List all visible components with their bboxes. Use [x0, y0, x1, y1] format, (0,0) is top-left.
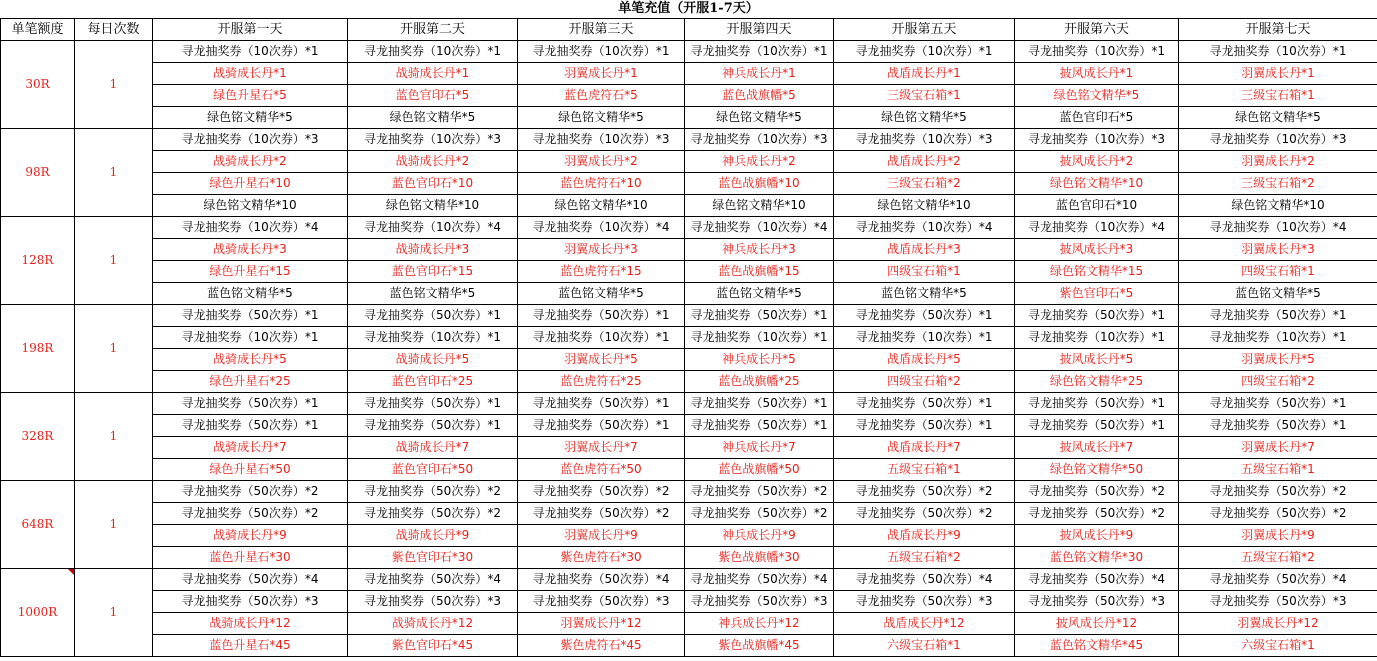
reward-cell[interactable]: 披风成长丹*3	[1015, 239, 1179, 261]
reward-cell[interactable]: 披风成长丹*12	[1015, 613, 1179, 635]
table-row	[1, 481, 1377, 503]
reward-cell[interactable]: 神兵成长丹*12	[685, 613, 834, 635]
reward-cell[interactable]: 寻龙抽奖券（50次券）*3	[834, 591, 1015, 613]
tier-daily-count-cell[interactable]: 1	[75, 217, 153, 305]
table-row	[1, 635, 1377, 657]
reward-cell[interactable]: 神兵成长丹*1	[685, 63, 834, 85]
header-day-4[interactable]: 开服第四天	[685, 19, 834, 41]
table-row	[1, 217, 1377, 239]
reward-cell[interactable]: 紫色战旗幡*30	[685, 547, 834, 569]
reward-cell[interactable]: 战骑成长丹*2	[153, 151, 348, 173]
reward-cell[interactable]: 蓝色虎符石*15	[518, 261, 685, 283]
table-row	[1, 129, 1377, 151]
reward-cell[interactable]: 寻龙抽奖券（10次券）*1	[1179, 327, 1377, 349]
reward-cell[interactable]: 寻龙抽奖券（50次券）*2	[834, 503, 1015, 525]
reward-cell[interactable]: 神兵成长丹*2	[685, 151, 834, 173]
reward-cell[interactable]: 五级宝石箱*1	[834, 459, 1015, 481]
reward-cell[interactable]: 寻龙抽奖券（50次券）*2	[685, 503, 834, 525]
reward-cell[interactable]: 蓝色官印石*50	[348, 459, 518, 481]
reward-cell[interactable]: 蓝色铭文精华*45	[1015, 635, 1179, 657]
reward-cell[interactable]: 寻龙抽奖券（50次券）*2	[1015, 503, 1179, 525]
reward-cell[interactable]: 寻龙抽奖券（10次券）*1	[1015, 327, 1179, 349]
reward-cell[interactable]: 羽翼成长丹*3	[518, 239, 685, 261]
reward-cell[interactable]: 绿色铭文精华*50	[1015, 459, 1179, 481]
reward-cell[interactable]: 蓝色战旗幡*10	[685, 173, 834, 195]
reward-cell[interactable]: 寻龙抽奖券（50次券）*4	[518, 569, 685, 591]
table-row	[1, 195, 1377, 217]
reward-cell[interactable]: 羽翼成长丹*7	[518, 437, 685, 459]
reward-cell[interactable]: 寻龙抽奖券（50次券）*1	[348, 415, 518, 437]
reward-cell[interactable]: 神兵成长丹*7	[685, 437, 834, 459]
reward-cell[interactable]: 四级宝石箱*1	[1179, 261, 1377, 283]
reward-cell[interactable]: 绿色铭文精华*5	[1179, 107, 1377, 129]
reward-cell[interactable]: 寻龙抽奖券（50次券）*1	[1179, 393, 1377, 415]
tier-amount-cell[interactable]: 198R	[1, 305, 75, 393]
reward-cell[interactable]: 蓝色官印石*5	[1015, 107, 1179, 129]
reward-cell[interactable]: 绿色铭文精华*15	[1015, 261, 1179, 283]
table-row	[1, 63, 1377, 85]
reward-cell[interactable]: 寻龙抽奖券（50次券）*4	[1015, 569, 1179, 591]
table-row	[1, 569, 1377, 591]
reward-cell[interactable]: 绿色铭文精华*10	[518, 195, 685, 217]
reward-cell[interactable]: 绿色铭文精华*10	[348, 195, 518, 217]
reward-cell[interactable]: 蓝色虎符石*10	[518, 173, 685, 195]
reward-cell[interactable]: 绿色铭文精华*5	[153, 107, 348, 129]
table-row	[1, 525, 1377, 547]
reward-cell[interactable]: 蓝色升星石*45	[153, 635, 348, 657]
reward-cell[interactable]: 寻龙抽奖券（50次券）*1	[685, 415, 834, 437]
reward-cell[interactable]: 三级宝石箱*1	[1179, 85, 1377, 107]
reward-cell[interactable]: 寻龙抽奖券（50次券）*1	[1015, 305, 1179, 327]
reward-cell[interactable]: 绿色升星石*10	[153, 173, 348, 195]
reward-cell[interactable]: 寻龙抽奖券（10次券）*1	[153, 327, 348, 349]
table-row	[1, 173, 1377, 195]
reward-cell[interactable]: 寻龙抽奖券（50次券）*1	[348, 305, 518, 327]
reward-cell[interactable]: 寻龙抽奖券（50次券）*1	[1015, 415, 1179, 437]
reward-cell[interactable]: 战骑成长丹*5	[348, 349, 518, 371]
reward-cell[interactable]: 紫色官印石*5	[1015, 283, 1179, 305]
reward-cell[interactable]: 蓝色战旗幡*15	[685, 261, 834, 283]
reward-cell[interactable]: 寻龙抽奖券（50次券）*2	[1015, 481, 1179, 503]
reward-cell[interactable]: 寻龙抽奖券（50次券）*1	[518, 305, 685, 327]
table-row	[1, 437, 1377, 459]
reward-cell[interactable]: 蓝色铭文精华*5	[834, 283, 1015, 305]
reward-cell[interactable]: 蓝色官印石*10	[1015, 195, 1179, 217]
reward-cell[interactable]: 寻龙抽奖券（50次券）*3	[518, 591, 685, 613]
table-row	[1, 415, 1377, 437]
reward-cell[interactable]: 战骑成长丹*9	[348, 525, 518, 547]
reward-cell[interactable]: 寻龙抽奖券（50次券）*2	[518, 481, 685, 503]
reward-cell[interactable]: 寻龙抽奖券（50次券）*1	[834, 305, 1015, 327]
reward-table	[0, 18, 1377, 657]
reward-cell[interactable]: 绿色铭文精华*5	[834, 107, 1015, 129]
reward-cell[interactable]: 战骑成长丹*9	[153, 525, 348, 547]
table-row	[1, 393, 1377, 415]
header-day-6[interactable]: 开服第六天	[1015, 19, 1179, 41]
reward-cell[interactable]: 四级宝石箱*2	[1179, 371, 1377, 393]
header-row	[1, 19, 1377, 41]
reward-cell[interactable]: 蓝色官印石*25	[348, 371, 518, 393]
reward-cell[interactable]: 蓝色铭文精华*5	[348, 283, 518, 305]
reward-cell[interactable]: 三级宝石箱*2	[1179, 173, 1377, 195]
tier-daily-count-cell[interactable]: 1	[75, 393, 153, 481]
reward-cell[interactable]: 五级宝石箱*1	[1179, 459, 1377, 481]
tier-amount-cell[interactable]: 30R	[1, 41, 75, 129]
table-row	[1, 591, 1377, 613]
tier-daily-count-cell[interactable]: 1	[75, 41, 153, 129]
table-row	[1, 547, 1377, 569]
reward-cell[interactable]: 紫色官印石*30	[348, 547, 518, 569]
tier-daily-count-cell[interactable]: 1	[75, 305, 153, 393]
reward-cell[interactable]: 寻龙抽奖券（50次券）*3	[1015, 591, 1179, 613]
reward-cell[interactable]: 寻龙抽奖券（50次券）*2	[685, 481, 834, 503]
reward-cell[interactable]: 寻龙抽奖券（50次券）*1	[518, 415, 685, 437]
reward-cell[interactable]: 绿色铭文精华*10	[1015, 173, 1179, 195]
sheet-title: 单笔充值（开服1-7天）	[618, 1, 759, 16]
reward-cell[interactable]: 寻龙抽奖券（50次券）*2	[153, 481, 348, 503]
reward-cell[interactable]: 羽翼成长丹*12	[1179, 613, 1377, 635]
reward-cell[interactable]: 战骑成长丹*7	[348, 437, 518, 459]
reward-cell[interactable]: 五级宝石箱*2	[1179, 547, 1377, 569]
reward-cell[interactable]: 战骑成长丹*2	[348, 151, 518, 173]
reward-cell[interactable]: 寻龙抽奖券（50次券）*1	[518, 393, 685, 415]
reward-cell[interactable]: 六级宝石箱*1	[1179, 635, 1377, 657]
reward-cell[interactable]: 战盾成长丹*7	[834, 437, 1015, 459]
table-row	[1, 459, 1377, 481]
reward-cell[interactable]: 紫色虎符石*45	[518, 635, 685, 657]
reward-cell[interactable]: 神兵成长丹*9	[685, 525, 834, 547]
reward-cell[interactable]: 羽翼成长丹*3	[1179, 239, 1377, 261]
table-row	[1, 151, 1377, 173]
header-amount[interactable]: 单笔额度	[1, 19, 75, 41]
table-row	[1, 261, 1377, 283]
reward-cell[interactable]: 披风成长丹*2	[1015, 151, 1179, 173]
reward-cell[interactable]: 寻龙抽奖券（50次券）*2	[1179, 481, 1377, 503]
reward-cell[interactable]: 寻龙抽奖券（10次券）*1	[834, 41, 1015, 63]
reward-cell[interactable]: 寻龙抽奖券（50次券）*1	[348, 393, 518, 415]
reward-cell[interactable]: 寻龙抽奖券（10次券）*3	[153, 129, 348, 151]
reward-cell[interactable]: 寻龙抽奖券（50次券）*2	[348, 503, 518, 525]
reward-cell[interactable]: 羽翼成长丹*2	[1179, 151, 1377, 173]
reward-cell[interactable]: 蓝色铭文精华*5	[518, 283, 685, 305]
reward-cell[interactable]: 寻龙抽奖券（10次券）*3	[1179, 129, 1377, 151]
table-row	[1, 239, 1377, 261]
reward-cell[interactable]: 蓝色铭文精华*5	[1179, 283, 1377, 305]
reward-cell[interactable]: 蓝色官印石*15	[348, 261, 518, 283]
reward-cell[interactable]: 寻龙抽奖券（50次券）*1	[153, 393, 348, 415]
tier-daily-count-cell[interactable]: 1	[75, 481, 153, 569]
tier-amount-cell[interactable]: 98R	[1, 129, 75, 217]
reward-cell[interactable]: 战盾成长丹*3	[834, 239, 1015, 261]
reward-cell[interactable]: 寻龙抽奖券（50次券）*1	[153, 415, 348, 437]
tier-amount-cell[interactable]: 128R	[1, 217, 75, 305]
reward-cell[interactable]: 寻龙抽奖券（50次券）*1	[1179, 305, 1377, 327]
table-row	[1, 305, 1377, 327]
reward-cell[interactable]: 战骑成长丹*12	[348, 613, 518, 635]
reward-cell[interactable]: 寻龙抽奖券（50次券）*2	[153, 503, 348, 525]
reward-cell[interactable]: 寻龙抽奖券（10次券）*1	[1179, 41, 1377, 63]
reward-cell[interactable]: 战盾成长丹*12	[834, 613, 1015, 635]
reward-cell[interactable]: 羽翼成长丹*7	[1179, 437, 1377, 459]
reward-cell[interactable]: 绿色铭文精华*25	[1015, 371, 1179, 393]
tier-daily-count-cell[interactable]: 1	[75, 569, 153, 657]
reward-cell[interactable]: 战骑成长丹*1	[348, 63, 518, 85]
reward-cell[interactable]: 绿色升星石*50	[153, 459, 348, 481]
reward-cell[interactable]: 寻龙抽奖券（50次券）*2	[1179, 503, 1377, 525]
reward-cell[interactable]: 寻龙抽奖券（50次券）*4	[153, 569, 348, 591]
reward-cell[interactable]: 绿色铭文精华*10	[685, 195, 834, 217]
reward-cell[interactable]: 五级宝石箱*2	[834, 547, 1015, 569]
reward-cell[interactable]: 蓝色虎符石*50	[518, 459, 685, 481]
tier-amount-cell[interactable]: 648R	[1, 481, 75, 569]
reward-cell[interactable]: 寻龙抽奖券（10次券）*4	[348, 217, 518, 239]
reward-cell[interactable]: 寻龙抽奖券（10次券）*4	[834, 217, 1015, 239]
reward-cell[interactable]: 羽翼成长丹*2	[518, 151, 685, 173]
reward-cell[interactable]: 三级宝石箱*2	[834, 173, 1015, 195]
reward-cell[interactable]: 战骑成长丹*7	[153, 437, 348, 459]
reward-cell[interactable]: 蓝色虎符石*5	[518, 85, 685, 107]
reward-cell[interactable]: 蓝色虎符石*25	[518, 371, 685, 393]
tier-amount-cell[interactable]: 1000R	[1, 569, 75, 657]
reward-cell[interactable]: 战骑成长丹*3	[153, 239, 348, 261]
reward-cell[interactable]: 神兵成长丹*3	[685, 239, 834, 261]
reward-cell[interactable]: 寻龙抽奖券（10次券）*4	[153, 217, 348, 239]
table-row	[1, 613, 1377, 635]
reward-cell[interactable]: 羽翼成长丹*1	[518, 63, 685, 85]
reward-cell[interactable]: 六级宝石箱*1	[834, 635, 1015, 657]
reward-cell[interactable]: 寻龙抽奖券（50次券）*4	[685, 569, 834, 591]
reward-cell[interactable]: 寻龙抽奖券（10次券）*4	[1179, 217, 1377, 239]
reward-cell[interactable]: 寻龙抽奖券（50次券）*3	[348, 591, 518, 613]
reward-cell[interactable]: 寻龙抽奖券（10次券）*1	[348, 327, 518, 349]
reward-cell[interactable]: 寻龙抽奖券（50次券）*1	[685, 305, 834, 327]
reward-cell[interactable]: 蓝色官印石*10	[348, 173, 518, 195]
reward-cell[interactable]: 寻龙抽奖券（50次券）*3	[1179, 591, 1377, 613]
header-day-7[interactable]: 开服第七天	[1179, 19, 1377, 41]
reward-cell[interactable]: 绿色铭文精华*5	[518, 107, 685, 129]
reward-cell[interactable]: 寻龙抽奖券（10次券）*3	[685, 129, 834, 151]
reward-cell[interactable]: 战盾成长丹*2	[834, 151, 1015, 173]
reward-cell[interactable]: 战骑成长丹*1	[153, 63, 348, 85]
reward-cell[interactable]: 寻龙抽奖券（50次券）*1	[834, 393, 1015, 415]
reward-cell[interactable]: 战骑成长丹*5	[153, 349, 348, 371]
reward-cell[interactable]: 蓝色战旗幡*50	[685, 459, 834, 481]
reward-cell[interactable]: 寻龙抽奖券（50次券）*2	[348, 481, 518, 503]
reward-cell[interactable]: 绿色铭文精华*10	[153, 195, 348, 217]
header-day-2[interactable]: 开服第二天	[348, 19, 518, 41]
reward-cell[interactable]: 蓝色铭文精华*5	[685, 283, 834, 305]
table-row	[1, 349, 1377, 371]
reward-cell[interactable]: 紫色官印石*45	[348, 635, 518, 657]
reward-cell[interactable]: 战骑成长丹*3	[348, 239, 518, 261]
reward-cell[interactable]: 神兵成长丹*5	[685, 349, 834, 371]
header-daily-count[interactable]: 每日次数	[75, 19, 153, 41]
reward-cell[interactable]: 羽翼成长丹*5	[518, 349, 685, 371]
reward-cell[interactable]: 紫色虎符石*30	[518, 547, 685, 569]
reward-cell[interactable]: 四级宝石箱*1	[834, 261, 1015, 283]
reward-cell[interactable]: 寻龙抽奖券（50次券）*1	[1179, 415, 1377, 437]
reward-cell[interactable]: 寻龙抽奖券（10次券）*3	[518, 129, 685, 151]
tier-amount-cell[interactable]: 328R	[1, 393, 75, 481]
reward-cell[interactable]: 披风成长丹*5	[1015, 349, 1179, 371]
reward-cell[interactable]: 寻龙抽奖券（50次券）*1	[834, 415, 1015, 437]
reward-cell[interactable]: 绿色升星石*25	[153, 371, 348, 393]
table-row	[1, 283, 1377, 305]
tier-daily-count-cell[interactable]: 1	[75, 129, 153, 217]
reward-cell[interactable]: 四级宝石箱*2	[834, 371, 1015, 393]
header-day-1[interactable]: 开服第一天	[153, 19, 348, 41]
reward-cell[interactable]: 寻龙抽奖券（10次券）*1	[834, 327, 1015, 349]
reward-cell[interactable]: 羽翼成长丹*9	[518, 525, 685, 547]
reward-cell[interactable]: 寻龙抽奖券（10次券）*3	[1015, 129, 1179, 151]
table-row	[1, 327, 1377, 349]
reward-cell[interactable]: 绿色铭文精华*5	[1015, 85, 1179, 107]
reward-cell[interactable]: 寻龙抽奖券（50次券）*1	[1015, 393, 1179, 415]
reward-cell[interactable]: 羽翼成长丹*5	[1179, 349, 1377, 371]
reward-cell[interactable]: 紫色战旗幡*45	[685, 635, 834, 657]
reward-cell[interactable]: 三级宝石箱*1	[834, 85, 1015, 107]
table-row	[1, 85, 1377, 107]
reward-cell[interactable]: 寻龙抽奖券（10次券）*1	[348, 41, 518, 63]
reward-cell[interactable]: 寻龙抽奖券（10次券）*4	[685, 217, 834, 239]
reward-cell[interactable]: 寻龙抽奖券（50次券）*3	[153, 591, 348, 613]
reward-cell[interactable]: 寻龙抽奖券（50次券）*4	[1179, 569, 1377, 591]
reward-cell[interactable]: 寻龙抽奖券（10次券）*4	[518, 217, 685, 239]
reward-cell[interactable]: 寻龙抽奖券（10次券）*1	[685, 327, 834, 349]
reward-cell[interactable]: 蓝色铭文精华*5	[153, 283, 348, 305]
reward-cell[interactable]: 寻龙抽奖券（50次券）*3	[685, 591, 834, 613]
reward-cell[interactable]: 寻龙抽奖券（10次券）*1	[518, 327, 685, 349]
reward-cell[interactable]: 蓝色战旗幡*5	[685, 85, 834, 107]
reward-cell[interactable]: 寻龙抽奖券（10次券）*3	[348, 129, 518, 151]
reward-cell[interactable]: 寻龙抽奖券（50次券）*4	[348, 569, 518, 591]
table-row	[1, 41, 1377, 63]
reward-cell[interactable]: 寻龙抽奖券（50次券）*2	[518, 503, 685, 525]
reward-cell[interactable]: 披风成长丹*1	[1015, 63, 1179, 85]
reward-cell[interactable]: 蓝色升星石*30	[153, 547, 348, 569]
reward-cell[interactable]: 战盾成长丹*5	[834, 349, 1015, 371]
reward-cell[interactable]: 寻龙抽奖券（10次券）*1	[685, 41, 834, 63]
reward-cell[interactable]: 披风成长丹*9	[1015, 525, 1179, 547]
reward-cell[interactable]: 寻龙抽奖券（10次券）*1	[153, 41, 348, 63]
reward-cell[interactable]: 蓝色铭文精华*30	[1015, 547, 1179, 569]
reward-cell[interactable]: 羽翼成长丹*1	[1179, 63, 1377, 85]
reward-cell[interactable]: 战骑成长丹*12	[153, 613, 348, 635]
reward-cell[interactable]: 羽翼成长丹*9	[1179, 525, 1377, 547]
reward-cell[interactable]: 寻龙抽奖券（10次券）*3	[834, 129, 1015, 151]
reward-cell[interactable]: 绿色铭文精华*10	[834, 195, 1015, 217]
table-row	[1, 371, 1377, 393]
reward-cell[interactable]: 绿色升星石*5	[153, 85, 348, 107]
reward-cell[interactable]: 蓝色官印石*5	[348, 85, 518, 107]
reward-cell[interactable]: 蓝色战旗幡*25	[685, 371, 834, 393]
reward-cell[interactable]: 绿色铭文精华*5	[685, 107, 834, 129]
reward-cell[interactable]: 绿色升星石*15	[153, 261, 348, 283]
table-row	[1, 503, 1377, 525]
header-day-3[interactable]: 开服第三天	[518, 19, 685, 41]
reward-cell[interactable]: 绿色铭文精华*10	[1179, 195, 1377, 217]
reward-cell[interactable]: 寻龙抽奖券（10次券）*1	[1015, 41, 1179, 63]
reward-cell[interactable]: 羽翼成长丹*12	[518, 613, 685, 635]
reward-cell[interactable]: 寻龙抽奖券（50次券）*2	[834, 481, 1015, 503]
reward-cell[interactable]: 战盾成长丹*9	[834, 525, 1015, 547]
reward-cell[interactable]: 披风成长丹*7	[1015, 437, 1179, 459]
reward-cell[interactable]: 寻龙抽奖券（10次券）*4	[1015, 217, 1179, 239]
reward-cell[interactable]: 寻龙抽奖券（50次券）*1	[685, 393, 834, 415]
header-day-5[interactable]: 开服第五天	[834, 19, 1015, 41]
reward-cell[interactable]: 寻龙抽奖券（50次券）*1	[153, 305, 348, 327]
reward-cell[interactable]: 寻龙抽奖券（50次券）*4	[834, 569, 1015, 591]
table-row	[1, 107, 1377, 129]
reward-cell[interactable]: 寻龙抽奖券（10次券）*1	[518, 41, 685, 63]
reward-cell[interactable]: 战盾成长丹*1	[834, 63, 1015, 85]
reward-cell[interactable]: 绿色铭文精华*5	[348, 107, 518, 129]
